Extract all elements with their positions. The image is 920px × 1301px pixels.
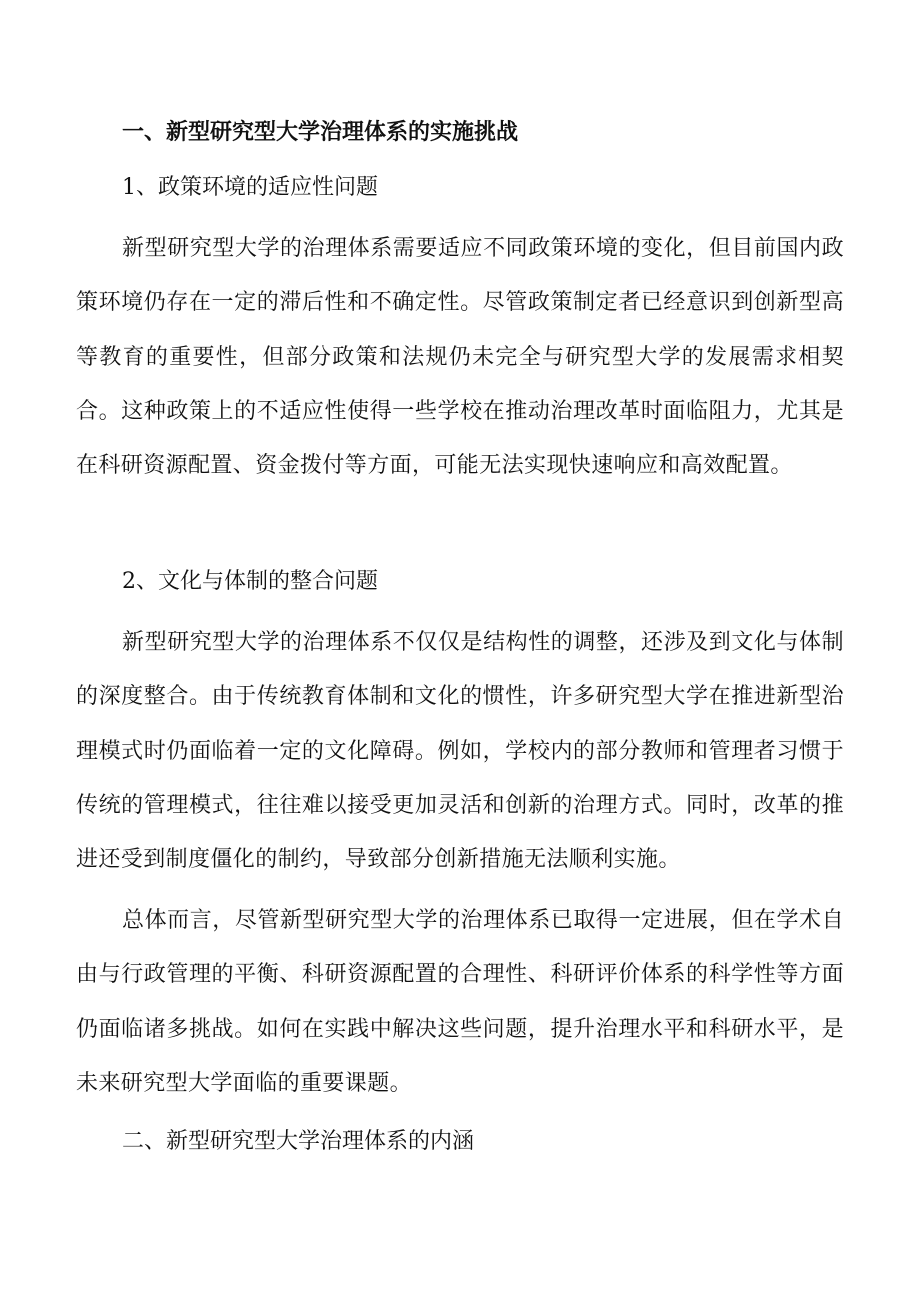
subsection-1-title: 1、政策环境的适应性问题 (122, 175, 378, 200)
subsection-2-title: 2、文化与体制的整合问题 (122, 569, 378, 594)
summary-paragraph: 总体而言，尽管新型研究型大学的治理体系已取得一定进展，但在学术自由与行政管理的平衡、科研资源配置的合理性、科研评价体系的科学性等方面仍面临诸多挑战。如何在实践中解决这些问题，提升治理水平和科研水平，是未来研究型大学面临的重要课题。 (76, 908, 844, 1096)
subsection-2-paragraph: 新型研究型大学的治理体系不仅仅是结构性的调整，还涉及到文化与体制的深度整合。由于传统教育体制和文化的惯性，许多研究型大学在推进新型治理模式时仍面临着一定的文化障碍。例如，学校内的部分教师和管理者习惯于传统的管理模式，往往难以接受更加灵活和创新的治理方式。同时，改革的推进还受到制度僵化的制约，导致部分创新措施无法顺利实施。 (76, 630, 844, 873)
subsection-1-paragraph: 新型研究型大学的治理体系需要适应不同政策环境的变化，但目前国内政策环境仍存在一定的滞后性和不确定性。尽管政策制定者已经意识到创新型高等教育的重要性，但部分政策和法规仍未完全与研究型大学的发展需求相契合。这种政策上的不适应性使得一些学校在推动治理改革时面临阻力，尤其是在科研资源配置、资金拨付等方面，可能无法实现快速响应和高效配置。 (76, 236, 844, 479)
section-2-title: 二、新型研究型大学治理体系的内涵 (122, 1129, 475, 1154)
section-1-title: 一、新型研究型大学治理体系的实施挑战 (122, 119, 519, 145)
